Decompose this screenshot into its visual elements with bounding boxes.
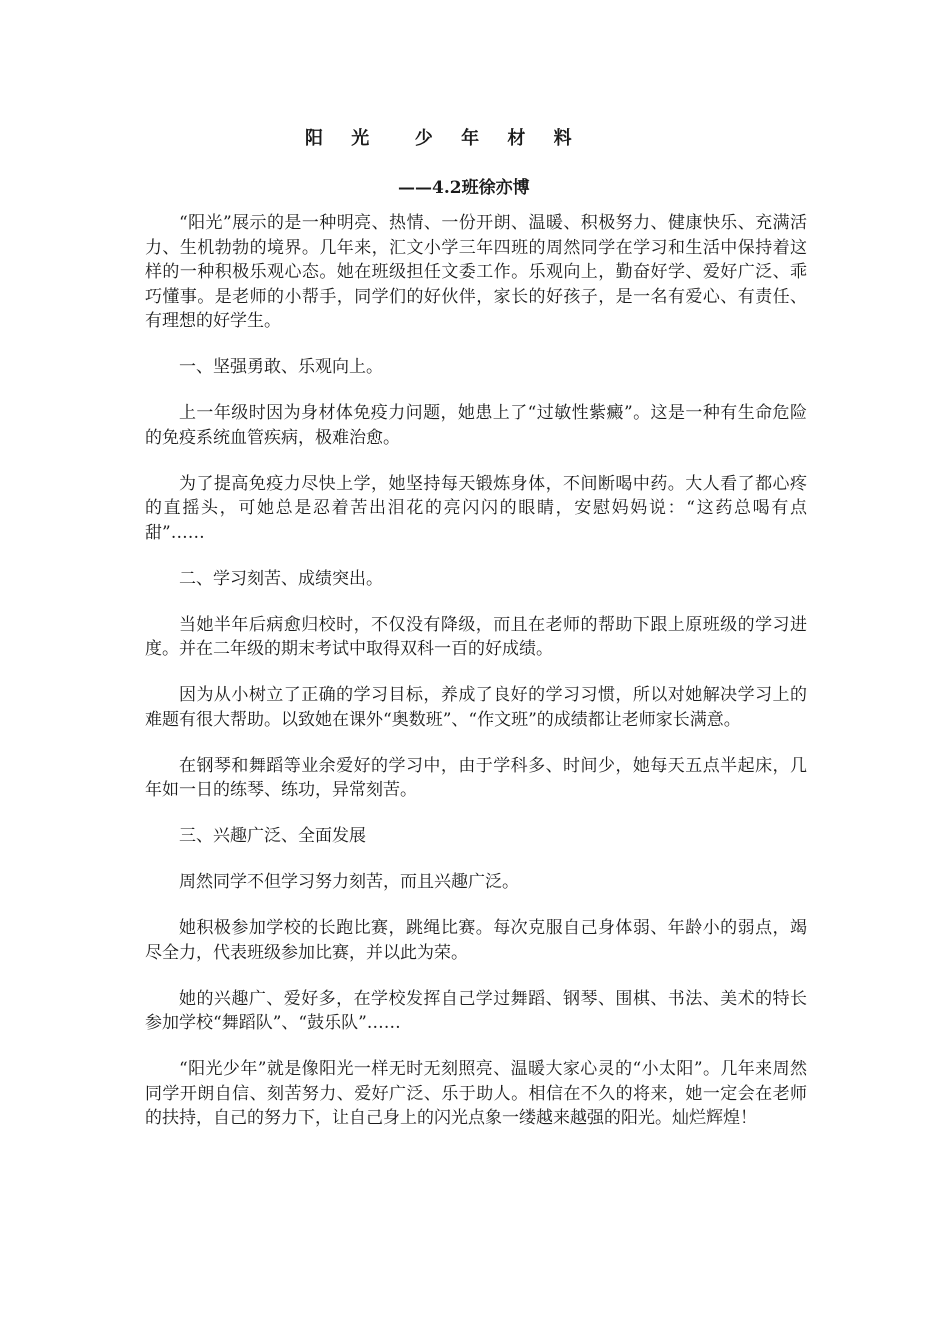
section-heading-3: 三、兴趣广泛、全面发展 [179,826,366,846]
paragraph: 当她半年后病愈归校时，不仅没有降级，而且在老师的帮助下跟上原班级的学习进度。并在二年级的期末考试中取得双科一百的好成绩。 [145,614,807,659]
paragraph: 周然同学不但学习努力刻苦，而且兴趣广泛。 [179,872,519,892]
paragraph: 在钢琴和舞蹈等业余爱好的学习中，由于学科多、时间少，她每天五点半起床，几年如一日的练琴、练功，异常刻苦。 [145,755,807,800]
section-heading-1: 一、坚强勇敢、乐观向上。 [179,357,383,377]
paragraph: 为了提高免疫力尽快上学，她坚持每天锻炼身体，不间断喝中药。大人看了都心疼的直摇头，可她总是忍着苦出泪花的亮闪闪的眼睛，安慰妈妈说：“这药总喝有点甜”…… [145,473,807,543]
paragraph-conclusion: “阳光少年”就是像阳光一样无时无刻照亮、温暖大家心灵的“小太阳”。几年来周然同学开朗自信、刻苦努力、爱好广泛、乐于助人。相信在不久的将来，她一定会在老师的扶持，自己的努力下，让自己身上的闪光点象一缕越来越强的阳光。灿烂辉煌！ [145,1059,807,1128]
section-heading-2: 二、学习刻苦、成绩突出。 [179,568,383,589]
paragraph: 她的兴趣广、爱好多，在学校发挥自己学过舞蹈、钢琴、围棋、书法、美术的特长参加学校“舞蹈队”、“鼓乐队”…… [145,988,807,1033]
paragraph: 上一年级时因为身材体免疫力问题，她患上了“过敏性紫癜”。这是一种有生命危险的免疫系统血管疾病，极难治愈。 [145,403,807,448]
document-body [145,211,807,1152]
document-title: 阳 光 少 年 材 料 [305,128,583,149]
paragraph: 她积极参加学校的长跑比赛，跳绳比赛。每次克服自己身体弱、年龄小的弱点，竭尽全力，代表班级参加比赛，并以此为荣。 [145,918,807,963]
paragraph: 因为从小树立了正确的学习目标，养成了良好的学习习惯，所以对她解决学习上的难题有很大帮助。以致她在课外“奥数班”、“作文班”的成绩都让老师家长满意。 [145,685,807,730]
paragraph-intro: “阳光”展示的是一种明亮、热情、一份开朗、温暖、积极努力、健康快乐、充满活力、生机勃勃的境界。几年来，汇文小学三年四班的周然同学在学习和生活中保持着这样的一种积极乐观心态。她在班级担任文委工作。乐观向上，勤奋好学、爱好广泛、乖巧懂事。是老师的小帮手，同学们的好伙伴，家长的好孩子，是一名有爱心、有责任、有理想的好学生。 [145,213,807,331]
document-byline: ——4.2班徐亦博 [398,178,530,198]
